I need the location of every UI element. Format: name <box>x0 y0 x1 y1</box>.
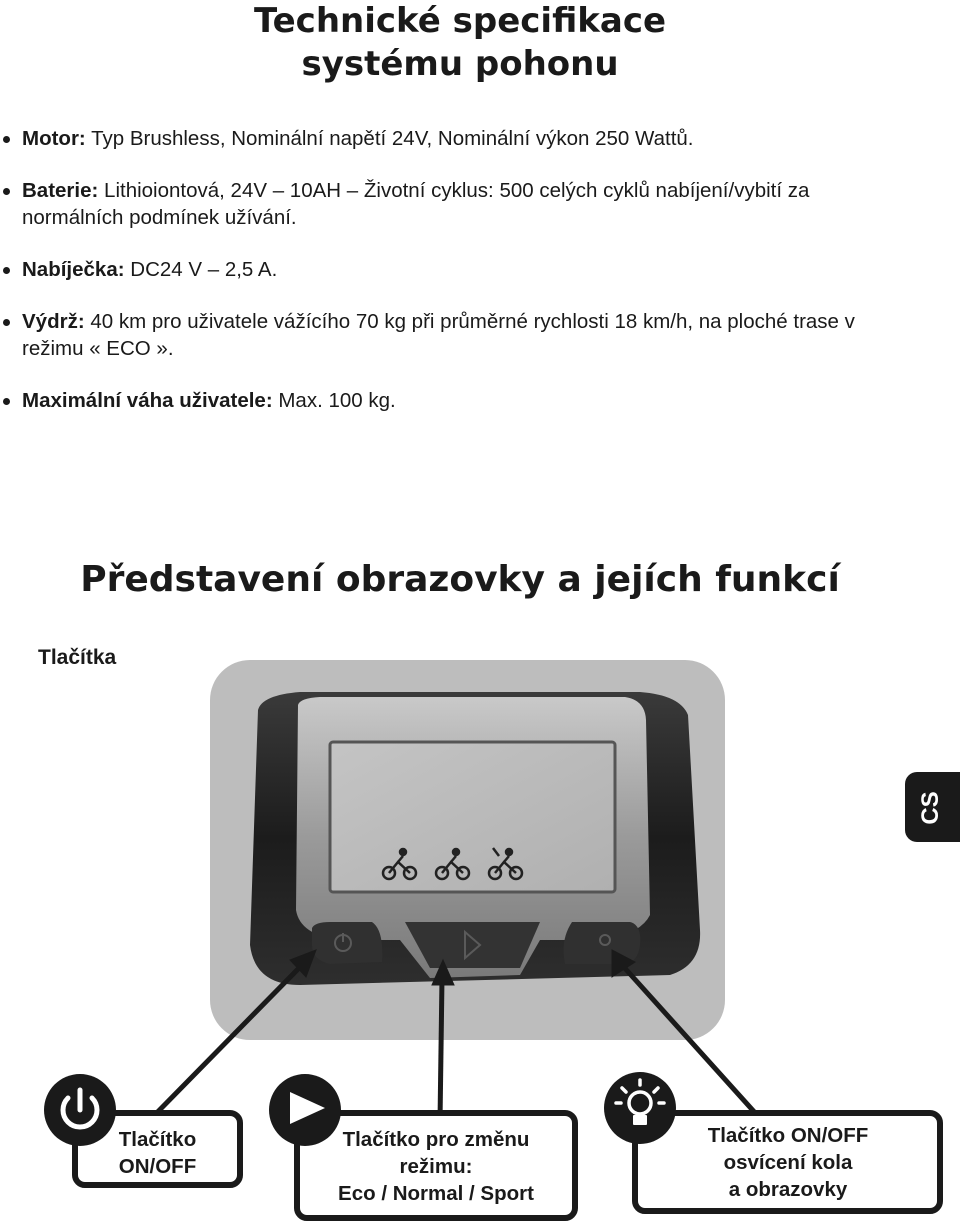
spec-text: DC24 V – 2,5 A. <box>124 258 278 281</box>
spec-label: Maximální váha uživatele: <box>22 389 273 412</box>
callout-light-line1: Tlačítko ON/OFF <box>707 1124 869 1147</box>
callout-mode-line3: Eco / Normal / Sport <box>338 1182 534 1205</box>
language-code: CS <box>917 791 944 825</box>
spec-label: Motor: <box>22 127 86 150</box>
spec-label: Výdrž: <box>22 310 85 333</box>
power-button[interactable] <box>312 922 382 964</box>
spec-text: Typ Brushless, Nominální napětí 24V, Nominální výkon 250 Wattů. <box>85 127 694 150</box>
arrow-mode <box>440 978 442 1122</box>
callout-mode-line1: Tlačítko pro změnu <box>342 1128 530 1151</box>
subsection-title: Tlačítka <box>38 646 117 669</box>
spec-label: Nabíječka: <box>22 258 125 281</box>
page-title-line-1: Technické specifikace <box>253 1 667 41</box>
spec-text: 40 km pro uživatele vážícího 70 kg při průměrné rychlosti 18 km/h, na ploché trase v režimu « ECO ». <box>22 310 855 360</box>
callout-light-line2: osvícení kola <box>723 1151 853 1174</box>
callout-power-line2: ON/OFF <box>118 1155 197 1178</box>
callout-light-line3: a obrazovky <box>728 1178 848 1201</box>
page-title-line-2: systému pohonu <box>301 44 619 84</box>
lcd-screen <box>330 742 615 892</box>
callout-mode-line2: režimu: <box>399 1155 473 1178</box>
callout-light <box>638 1122 938 1203</box>
spec-text: Lithioiontová, 24V – 10AH – Životní cyklus: 500 celých cyklů nabíjení/vybití za normálních podmínek užívání. <box>22 179 810 229</box>
callout-power <box>80 1126 235 1180</box>
spec-label: Baterie: <box>22 179 99 202</box>
callout-power-line1: Tlačítko <box>118 1128 197 1151</box>
section-title: Představení obrazovky a jejích funkcí <box>80 559 840 600</box>
light-button[interactable] <box>564 922 641 964</box>
spec-text: Max. 100 kg. <box>272 389 396 412</box>
callout-mode <box>300 1126 572 1207</box>
